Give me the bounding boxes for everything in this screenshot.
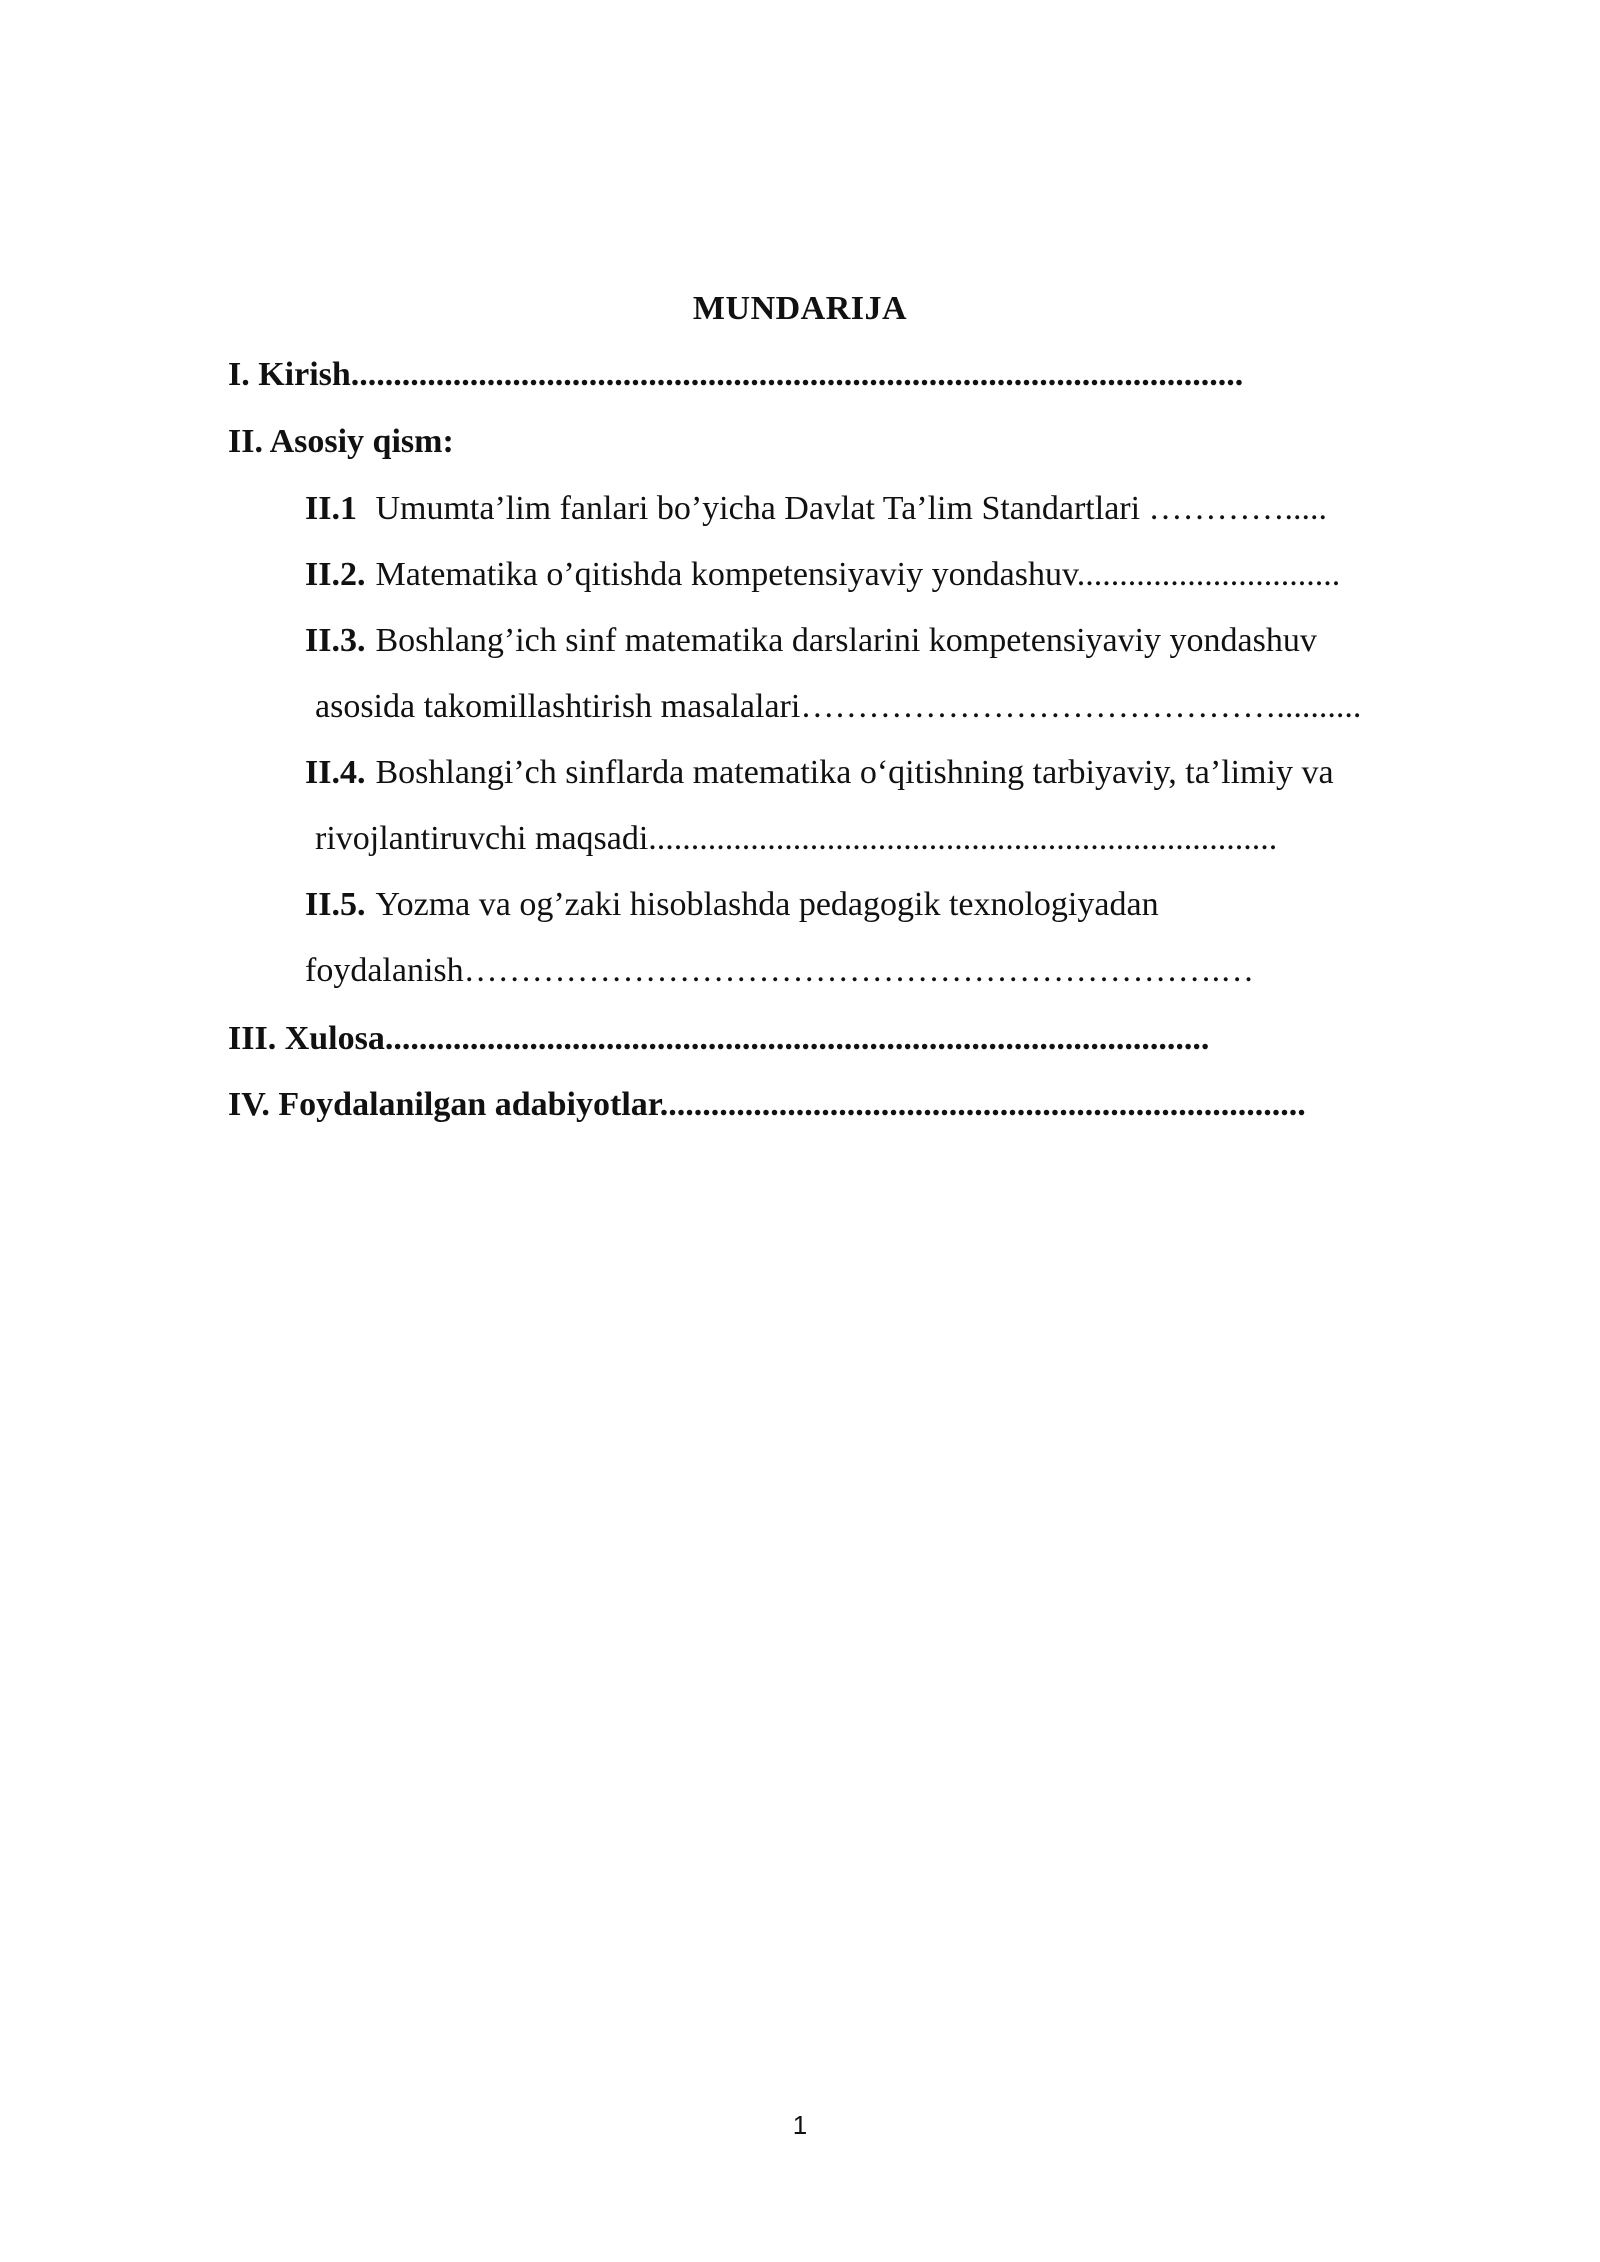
toc-number: II.5. [305, 886, 366, 923]
toc-entry-ii-4[interactable] [305, 756, 1334, 790]
toc-number: II.2. [305, 556, 366, 593]
toc-text: Yozma va og’zaki hisoblashda pedagogik texnologiyadan [375, 886, 1159, 923]
toc-entry-kirish[interactable]: I. Kirish......................................................................................................... [228, 356, 1244, 393]
toc-entry-xulosa[interactable]: III. Xulosa................................................................................................. [228, 1020, 1210, 1057]
page-title: MUNDARIJA [692, 290, 908, 327]
toc-entry-ii-2[interactable] [305, 558, 1340, 592]
toc-entry-adabiyotlar[interactable]: IV. Foydalanilgan adabiyotlar............................................................................ [228, 1086, 1306, 1123]
toc-text: Matematika o’qitishda kompetensiyaviy yondashuv............................... [375, 556, 1341, 593]
toc-entry-ii-5-continuation[interactable]: foydalanish………………………………………………………….… [305, 952, 1255, 989]
page-number: 1 [792, 2110, 808, 2140]
toc-number: II.1 [305, 490, 357, 527]
toc-entry-ii-3[interactable] [305, 624, 1317, 658]
toc-entry-ii-1[interactable] [305, 492, 1327, 526]
toc-text: Boshlangi’ch sinflarda matematika o‘qitishning tarbiyaviy, ta’limiy va [375, 754, 1334, 791]
toc-number: II.3. [305, 622, 366, 659]
toc-text: Boshlang’ich sinf matematika darslarini kompetensiyaviy yondashuv [375, 622, 1317, 659]
toc-number: II.4. [305, 754, 366, 791]
toc-entry-asosiy[interactable]: II. Asosiy qism: [228, 423, 454, 460]
toc-text: Umumta’lim fanlari bo’yicha Davlat Ta’lim Standartlari …………..... [366, 490, 1328, 527]
toc-entry-ii-3-continuation[interactable]: asosida takomillashtirish masalalari…………………………………….......... [315, 688, 1362, 725]
toc-entry-ii-4-continuation[interactable]: rivojlantiruvchi maqsadi.......................................................................... [315, 820, 1278, 857]
toc-entry-ii-5[interactable] [305, 888, 1159, 922]
